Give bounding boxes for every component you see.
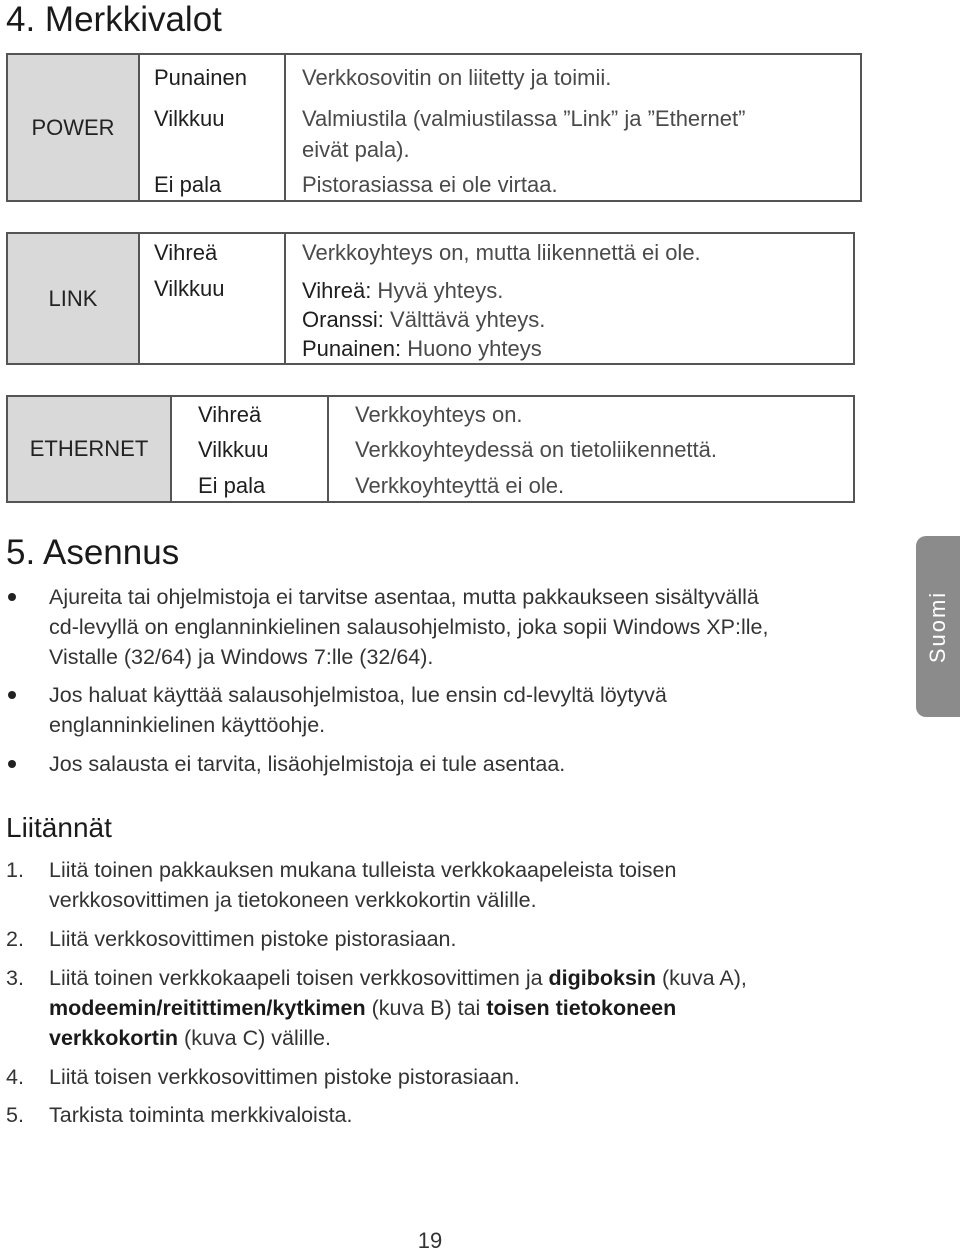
step-3-line-2 <box>49 993 676 1023</box>
step-1-line-1: Liitä toinen pakkauksen mukana tulleista verkkokaapeleista toisen <box>49 858 677 882</box>
link-desc-3-label: Oranssi: <box>302 307 384 332</box>
step-3-bold-set-top-box: digiboksin <box>548 966 657 990</box>
step-3-bold-computer: toisen tietokoneen <box>486 996 677 1020</box>
link-table <box>6 232 855 365</box>
link-desc-2-label: Vihreä: <box>302 278 372 303</box>
link-state-green: Vihreä <box>154 240 218 265</box>
ethernet-desc-3: Verkkoyhteyttä ei ole. <box>355 473 565 498</box>
step-number: 5. <box>6 1103 24 1127</box>
step-2-line-1: Liitä verkkosovittimen pistoke pistorasiaan. <box>49 927 457 951</box>
power-desc-1: Verkkosovitin on liitetty ja toimii. <box>302 65 612 90</box>
ethernet-descriptions <box>329 397 853 501</box>
ethernet-table <box>6 395 855 503</box>
bullet-dot <box>8 691 16 699</box>
step-3-line-1 <box>49 963 747 993</box>
install-bullet-1-line-1: Ajureita tai ohjelmistoja ei tarvitse asentaa, mutta pakkaukseen sisältyvällä <box>49 585 759 609</box>
power-desc-2: Valmiustila (valmiustilassa ”Link” ja ”Ethernet” <box>302 106 746 131</box>
step-3-text-a-end: (kuva A), <box>656 966 747 990</box>
ethernet-state-off: Ei pala <box>198 473 266 498</box>
link-states <box>140 234 286 363</box>
step-number: 4. <box>6 1065 24 1089</box>
step-3-bold-network-card: verkkokortin <box>49 1026 179 1050</box>
power-label: POWER <box>8 55 140 200</box>
link-desc-4 <box>302 334 542 364</box>
link-descriptions <box>286 234 853 363</box>
ethernet-desc-1: Verkkoyhteys on. <box>355 402 523 427</box>
step-3-text-a: Liitä toinen verkkokaapeli toisen verkkosovittimen ja <box>49 966 549 990</box>
power-table <box>6 53 862 202</box>
install-bullet-3-line-1: Jos salausta ei tarvita, lisäohjelmistoja ei tule asentaa. <box>49 752 566 776</box>
install-bullet-2-line-1: Jos haluat käyttää salausohjelmistoa, lue ensin cd-levyltä löytyvä <box>49 683 667 707</box>
power-state-off: Ei pala <box>154 172 222 197</box>
ethernet-states <box>172 397 329 501</box>
language-tab-label: Suomi <box>925 590 950 663</box>
section-title-connections: Liitännät <box>6 812 112 843</box>
page-number: 19 <box>417 1228 443 1253</box>
step-3-text-c-end: (kuva C) välille. <box>178 1026 331 1050</box>
step-5-line-1: Tarkista toiminta merkkivaloista. <box>49 1103 353 1127</box>
link-desc-4-label: Punainen: <box>302 336 402 361</box>
step-1-line-2: verkkosovittimen ja tietokoneen verkkokortin välille. <box>49 888 537 912</box>
link-desc-4-text: Huono yhteys <box>401 336 542 361</box>
link-label: LINK <box>8 234 140 363</box>
bullet-dot <box>8 760 16 768</box>
power-state-red: Punainen <box>154 65 247 90</box>
step-number: 1. <box>6 858 24 882</box>
ethernet-state-blink: Vilkkuu <box>198 437 269 462</box>
power-desc-4: Pistorasiassa ei ole virtaa. <box>302 172 558 197</box>
step-3-bold-modem: modeemin/reitittimen/kytkimen <box>49 996 366 1020</box>
link-desc-2-text: Hyvä yhteys. <box>371 278 504 303</box>
link-desc-2 <box>302 276 503 306</box>
power-states <box>140 55 286 200</box>
step-3-line-3 <box>49 1023 331 1053</box>
ethernet-desc-2: Verkkoyhteydessä on tietoliikennettä. <box>355 437 718 462</box>
section-title-lights: 4. Merkkivalot <box>6 0 222 39</box>
step-number: 2. <box>6 927 24 951</box>
ethernet-label: ETHERNET <box>8 397 172 501</box>
link-desc-3 <box>302 305 545 335</box>
install-bullet-1-line-3: Vistalle (32/64) ja Windows 7:lle (32/64). <box>49 645 434 669</box>
link-state-blink: Vilkkuu <box>154 276 225 301</box>
section-title-install: 5. Asennus <box>6 533 180 572</box>
bullet-dot <box>8 593 16 601</box>
step-number: 3. <box>6 966 24 990</box>
power-state-blink: Vilkkuu <box>154 106 225 131</box>
step-4-line-1: Liitä toisen verkkosovittimen pistoke pistorasiaan. <box>49 1065 520 1089</box>
step-3-text-b-mid: (kuva B) tai <box>365 996 487 1020</box>
install-bullet-1-line-2: cd-levyllä on englanninkielinen salausohjelmisto, joka sopii Windows XP:lle, <box>49 615 769 639</box>
link-desc-3-text: Välttävä yhteys. <box>383 307 546 332</box>
power-descriptions <box>286 55 860 200</box>
power-desc-3: eivät pala). <box>302 137 410 162</box>
language-tab <box>916 536 960 717</box>
ethernet-state-green: Vihreä <box>198 402 262 427</box>
link-desc-1: Verkkoyhteys on, mutta liikennettä ei ole. <box>302 240 701 265</box>
install-bullet-2-line-2: englanninkielinen käyttöohje. <box>49 713 326 737</box>
